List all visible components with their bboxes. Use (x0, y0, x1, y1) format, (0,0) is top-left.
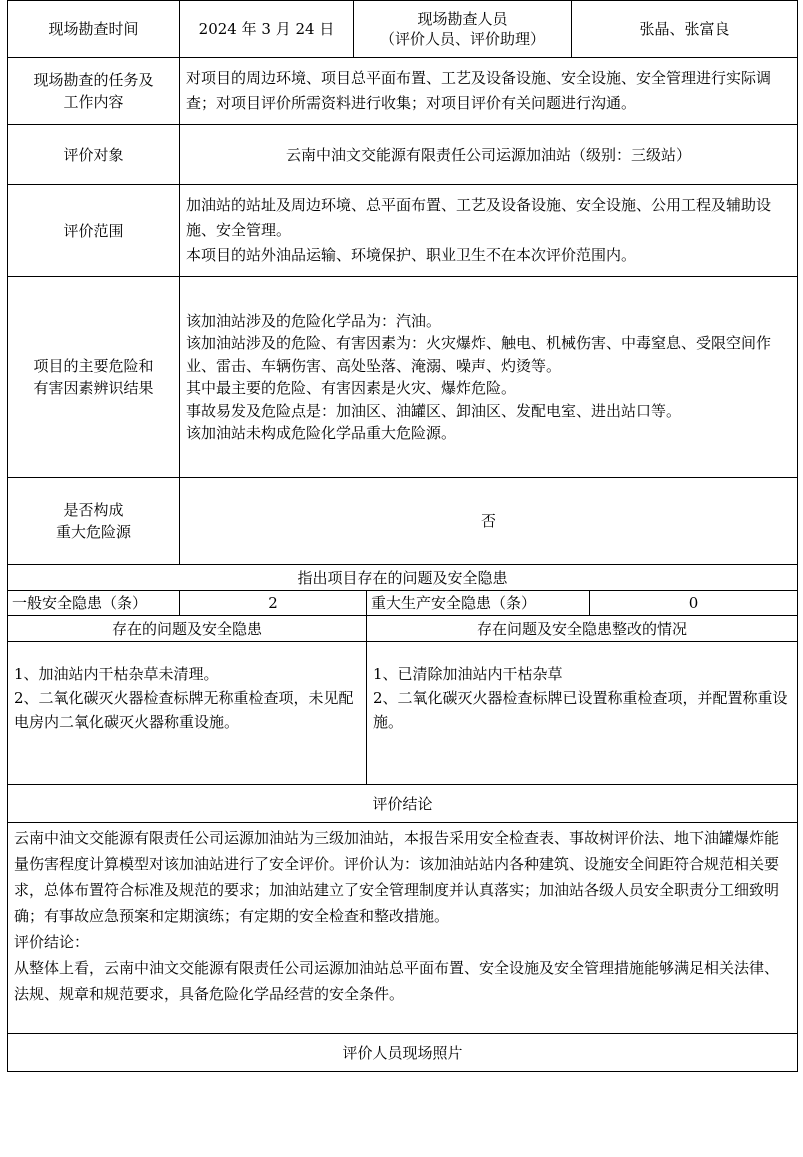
conclusion-section-title: 评价结论 (8, 785, 798, 823)
problem-item: 1、加油站内干枯杂草未清理。 (14, 665, 219, 683)
hazards-line: 该加油站涉及的危险、有害因素为：火灾爆炸、触电、机械伤害、中毒窒息、受限空间作业、雷击、车辆伤害、高处坠落、淹溺、噪声、灼烫等。 (186, 334, 772, 375)
survey-time-label: 现场勘查时间 (8, 1, 180, 58)
major-issues-count: 0 (590, 591, 798, 616)
hazards-line: 其中最主要的危险、有害因素是火灾、爆炸危险。 (186, 379, 517, 397)
major-hazard-row (8, 478, 798, 565)
hazards-label-line2: 有害因素辨识结果 (33, 379, 154, 397)
rectification-column-header: 存在问题及安全隐患整改的情况 (367, 616, 798, 642)
evaluation-form (7, 0, 797, 1072)
scope-label: 评价范围 (8, 185, 180, 277)
major-issues-label: 重大生产安全隐患（条） (367, 591, 590, 616)
issue-counts-row (8, 591, 798, 616)
problems-content (8, 642, 367, 785)
hazards-label-line1: 项目的主要危险和 (33, 357, 154, 375)
conclusion-subheading: 评价结论： (14, 933, 90, 951)
task-content: 对项目的周边环境、项目总平面布置、工艺及设备设施、安全设施、安全管理进行实际调查；对项目评价所需资料进行收集；对项目评价有关问题进行沟通。 (180, 58, 798, 125)
survey-time-value: 2024 年 3 月 24 日 (180, 1, 354, 58)
major-hazard-label (8, 478, 180, 565)
major-hazard-label-line2: 重大危险源 (55, 523, 131, 541)
object-row (8, 125, 798, 185)
conclusion-title-row (8, 785, 798, 823)
object-value: 云南中油文交能源有限责任公司运源加油站（级别：三级站） (180, 125, 798, 185)
hazards-line: 该加油站涉及的危险化学品为：汽油。 (186, 311, 442, 330)
conclusion-paragraph2: 从整体上看，云南中油文交能源有限责任公司运源加油站总平面布置、安全设施及安全管理措施能够满足相关法律、法规、规章和规范要求，具备危险化学品经营的安全条件。 (14, 959, 780, 1003)
major-hazard-value: 否 (180, 478, 798, 565)
hazards-line: 该加油站未构成危险化学品重大危险源。 (186, 424, 457, 442)
photos-section-title: 评价人员现场照片 (8, 1034, 798, 1072)
problem-item: 2、二氧化碳灭火器检查标牌无称重检查项，未见配电房内二氧化碳灭火器称重设施。 (14, 689, 354, 731)
task-label-line2: 工作内容 (63, 93, 124, 111)
survey-row (8, 1, 798, 58)
hazards-row (8, 277, 798, 478)
rectification-item: 2、二氧化碳灭火器检查标牌已设置称重检查项，并配置称重设施。 (373, 689, 788, 731)
task-label-line1: 现场勘查的任务及 (33, 71, 154, 89)
photos-title-row (8, 1034, 798, 1072)
issues-columns-row (8, 616, 798, 642)
task-label (8, 58, 180, 125)
conclusion-content (8, 823, 798, 1034)
general-issues-label: 一般安全隐患（条） (8, 591, 180, 616)
conclusion-paragraph1: 云南中油文交能源有限责任公司运源加油站为三级加油站，本报告采用安全检查表、事故树评价法、地下油罐爆炸能量伤害程度计算模型对该加油站进行了安全评价。评价认为：该加油站站内各种建筑、设施安全间距符合规范相关要求，总体布置符合标准及规范的要求；加油站建立了安全管理制度并认真落实；加油站各级人员安全职责分工细致明确；有事故应急预案和定期演练；有定期的安全检查和整改措施。 (14, 829, 780, 925)
hazards-line: 事故易发及危险点是：加油区、油罐区、卸油区、发配电室、进出站口等。 (186, 401, 682, 420)
major-hazard-label-line1: 是否构成 (63, 501, 124, 519)
issues-section-title: 指出项目存在的问题及安全隐患 (8, 565, 798, 591)
survey-personnel-label (354, 1, 572, 58)
conclusion-row (8, 823, 798, 1034)
object-label: 评价对象 (8, 125, 180, 185)
issues-title-row (8, 565, 798, 591)
personnel-label-line2: （评价人员、评价助理） (380, 30, 546, 48)
hazards-content (180, 277, 798, 478)
problems-column-header: 存在的问题及安全隐患 (8, 616, 367, 642)
scope-line2: 本项目的站外油品运输、环境保护、职业卫生不在本次评价范围内。 (186, 246, 637, 264)
rectification-item: 1、已清除加油站内干枯杂草 (373, 665, 563, 683)
task-row (8, 58, 798, 125)
issues-content-row (8, 642, 798, 785)
scope-content (180, 185, 798, 277)
survey-personnel-value: 张晶、张富良 (572, 1, 798, 58)
form-table (7, 0, 798, 1072)
scope-line1: 加油站的站址及周边环境、总平面布置、工艺及设备设施、安全设施、公用工程及辅助设施、安全管理。 (186, 196, 772, 239)
general-issues-count: 2 (180, 591, 367, 616)
scope-row (8, 185, 798, 277)
personnel-label-line1: 现场勘查人员 (417, 10, 508, 28)
hazards-label (8, 277, 180, 478)
rectification-content (367, 642, 798, 785)
